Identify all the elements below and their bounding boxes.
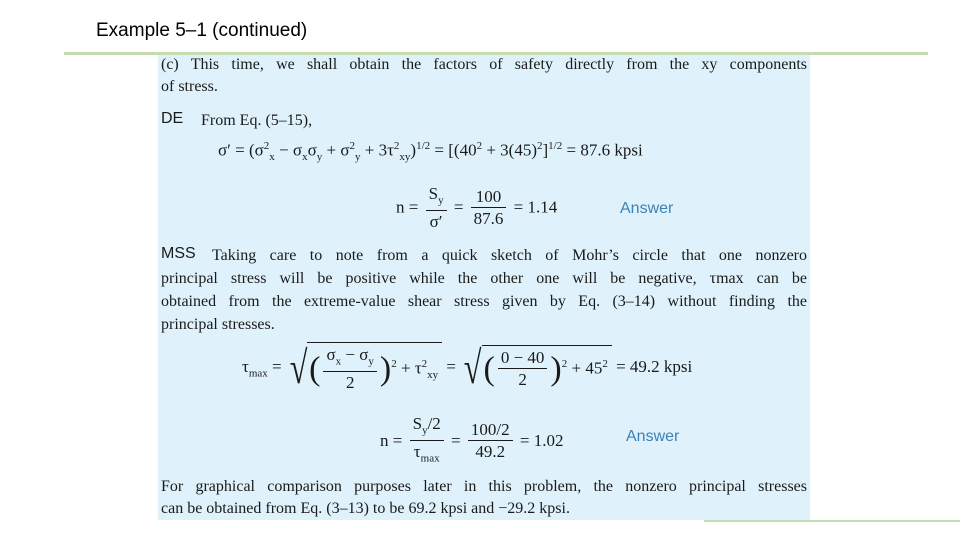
intro-line-2: of stress.: [161, 78, 218, 95]
mss-f2-num: 100/2: [468, 420, 513, 441]
de-intro-text: From Eq. (5–15),: [201, 112, 313, 129]
mss-tag: MSS: [161, 245, 196, 262]
mss-line-4: principal stresses.: [161, 316, 275, 333]
mss-f2-den: 49.2: [475, 442, 506, 462]
slide-title: Example 5–1 (continued): [96, 20, 308, 41]
mss-safety-factor-equation: n = $\frac{S_y/2}{\tau_{max}}$ = $\frac{100/2}{49.2}$ = 1.02: [380, 414, 564, 465]
final-line-2: can be obtained from Eq. (3–13) to be 69.2 kpsi and −29.2 kpsi.: [161, 500, 570, 517]
mss-answer-label: Answer: [626, 428, 680, 445]
de-f1-num: S: [428, 184, 439, 203]
mss-f1-num: S: [412, 414, 423, 433]
mss-eq1-result: = 49.2 kpsi: [616, 357, 693, 377]
de-eq1-lhs: σ′ = (σ: [218, 140, 264, 160]
de-safety-factor-equation: n = $\frac{S_y}{\sigma'}$ = $\frac{100}{87.6}$ = 1.14: [396, 184, 558, 232]
mss-line-1: Taking care to note from a quick sketch of Mohr’s circle that one nonzero: [212, 247, 807, 264]
de-eq1-result: = 87.6 kpsi: [566, 140, 643, 160]
de-von-mises-equation: $\sigma' = (\sigma^2_x - \sigma_x\sigma_y + \sigma^2_y + 3\tau^2_{xy})^{1/2} = [(40^2 + 3(45)^2]^{1/2} = 87.6$ kpsi: [218, 140, 643, 164]
de-f2-num: 100: [471, 187, 507, 208]
de-tag: DE: [161, 110, 184, 127]
intro-line-1: (c) This time, we shall obtain the factors of safety directly from the xy components: [161, 56, 807, 73]
mss-line-3: obtained from the extreme-value shear stress given by Eq. (3–14) without finding the: [161, 293, 807, 310]
de-answer-label: Answer: [620, 200, 674, 217]
footer-rule: [704, 520, 960, 522]
mss-eq2-result: = 1.02: [519, 430, 564, 450]
final-line-1: For graphical comparison purposes later in this problem, the nonzero principal stresses: [161, 478, 807, 495]
de-f1-den: σ′: [429, 212, 443, 232]
mss-f1-den: τ: [413, 442, 421, 462]
de-f2-den: 87.6: [473, 209, 504, 229]
mss-line-2: principal stress will be positive while the other one will be negative, τmax can be: [161, 270, 807, 287]
de-eq2-prefix: n =: [396, 197, 419, 217]
mss-tau-max-equation: $\tau_{max}$ = √( $\frac{\sigma_x - \sigma_y}{2}$ )$^2 + \tau^2_{xy}$ = √( $\frac{0 - 40}{2}$ )$^2 + 45^2 = 49.2$ kpsi: [242, 342, 693, 394]
de-eq2-result: = 1.14: [513, 197, 558, 217]
